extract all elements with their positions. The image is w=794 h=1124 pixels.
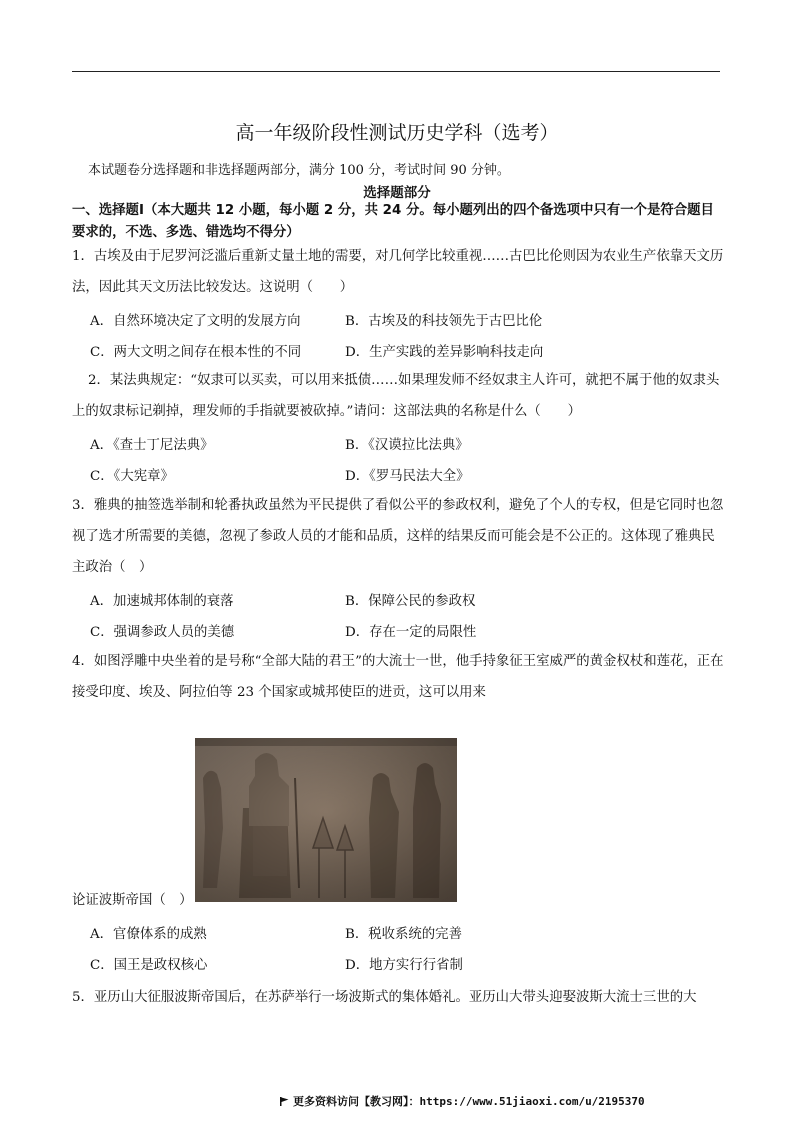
- flag-icon-banner: [282, 1098, 289, 1103]
- question-4-option-c[interactable]: C．国王是政权核心: [90, 958, 208, 973]
- flag-icon: [280, 1097, 289, 1106]
- question-2-stem: 2．某法典规定：“奴隶可以买卖，可以用来抵债……如果理发师不经奴隶主人许可，就把不属于他的奴隶头上的奴隶标记剃掉，理发师的手指就要被砍掉。”请问：这部法典的名称是什么（ ）: [72, 373, 720, 419]
- question-1-option-b[interactable]: B．古埃及的科技领先于古巴比伦: [345, 314, 543, 329]
- exam-note: 本试题卷分选择题和非选择题两部分，满分 100 分，考试时间 90 分钟。: [88, 163, 510, 178]
- question-1-option-c[interactable]: C．两大文明之间存在根本性的不同: [90, 345, 302, 360]
- question-1-option-d[interactable]: D．生产实践的差异影响科技走向: [345, 345, 544, 360]
- question-3-option-b[interactable]: B．保障公民的参政权: [345, 594, 476, 609]
- question-4-option-a[interactable]: A．官僚体系的成熟: [90, 927, 207, 942]
- header-rule: [72, 71, 720, 72]
- question-2-option-b[interactable]: B．《汉谟拉比法典》: [345, 438, 469, 453]
- question-4-stem-tail: 论证波斯帝国（ ）: [72, 893, 193, 908]
- section-title: 选择题部分: [363, 185, 431, 201]
- part1-heading: 一、选择题Ⅰ（本大题共 12 小题，每小题 2 分，共 24 分。每小题列出的四个备选项中只有一个是符合题目要求的，不选、多选、错选均不得分）: [72, 203, 714, 240]
- question-3-option-a[interactable]: A．加速城邦体制的衰落: [90, 594, 234, 609]
- footer-text: 更多资料访问【教习网】：https://www.51jiaoxi.com/u/2195370: [293, 1095, 645, 1108]
- question-1-option-a[interactable]: A．自然环境决定了文明的发展方向: [90, 314, 301, 329]
- footer-link[interactable]: [280, 1093, 645, 1109]
- page-title: 高一年级阶段性测试历史学科（选考）: [235, 122, 559, 144]
- persepolis-relief-image: [195, 738, 457, 902]
- question-2-option-a[interactable]: A．《查士丁尼法典》: [90, 438, 214, 453]
- question-3-option-c[interactable]: C．强调参政人员的美德: [90, 625, 235, 640]
- question-1-stem: 1．古埃及由于尼罗河泛滥后重新丈量土地的需要，对几何学比较重视……古巴比伦则因为农业生产依靠天文历法，因此其天文历法比较发达。这说明（ ）: [72, 249, 724, 295]
- question-4-stem: 4．如图浮雕中央坐着的是号称“全部大陆的君王”的大流士一世，他手持象征王室威严的黄金权杖和莲花，正在接受印度、埃及、阿拉伯等 23 个国家或城邦使臣的进贡，这可以用来: [72, 654, 724, 700]
- question-2-option-d[interactable]: D．《罗马民法大全》: [345, 469, 470, 484]
- question-4-option-d[interactable]: D．地方实行行省制: [345, 958, 463, 973]
- question-4-option-b[interactable]: B．税收系统的完善: [345, 927, 462, 942]
- question-5-stem: 5．亚历山大征服波斯帝国后，在苏萨举行一场波斯式的集体婚礼。亚历山大带头迎娶波斯大流士三世的大: [72, 990, 697, 1005]
- question-2-option-c[interactable]: C．《大宪章》: [90, 469, 174, 484]
- question-3-stem: 3．雅典的抽签选举制和轮番执政虽然为平民提供了看似公平的参政权利，避免了个人的专权，但是它同时也忽视了选才所需要的美德，忽视了参政人员的才能和品质，这样的结果反而可能会是不公正的。这体现了雅典民主政治（ ）: [72, 498, 724, 575]
- flag-icon-pole: [280, 1097, 282, 1106]
- question-3-option-d[interactable]: D．存在一定的局限性: [345, 625, 477, 640]
